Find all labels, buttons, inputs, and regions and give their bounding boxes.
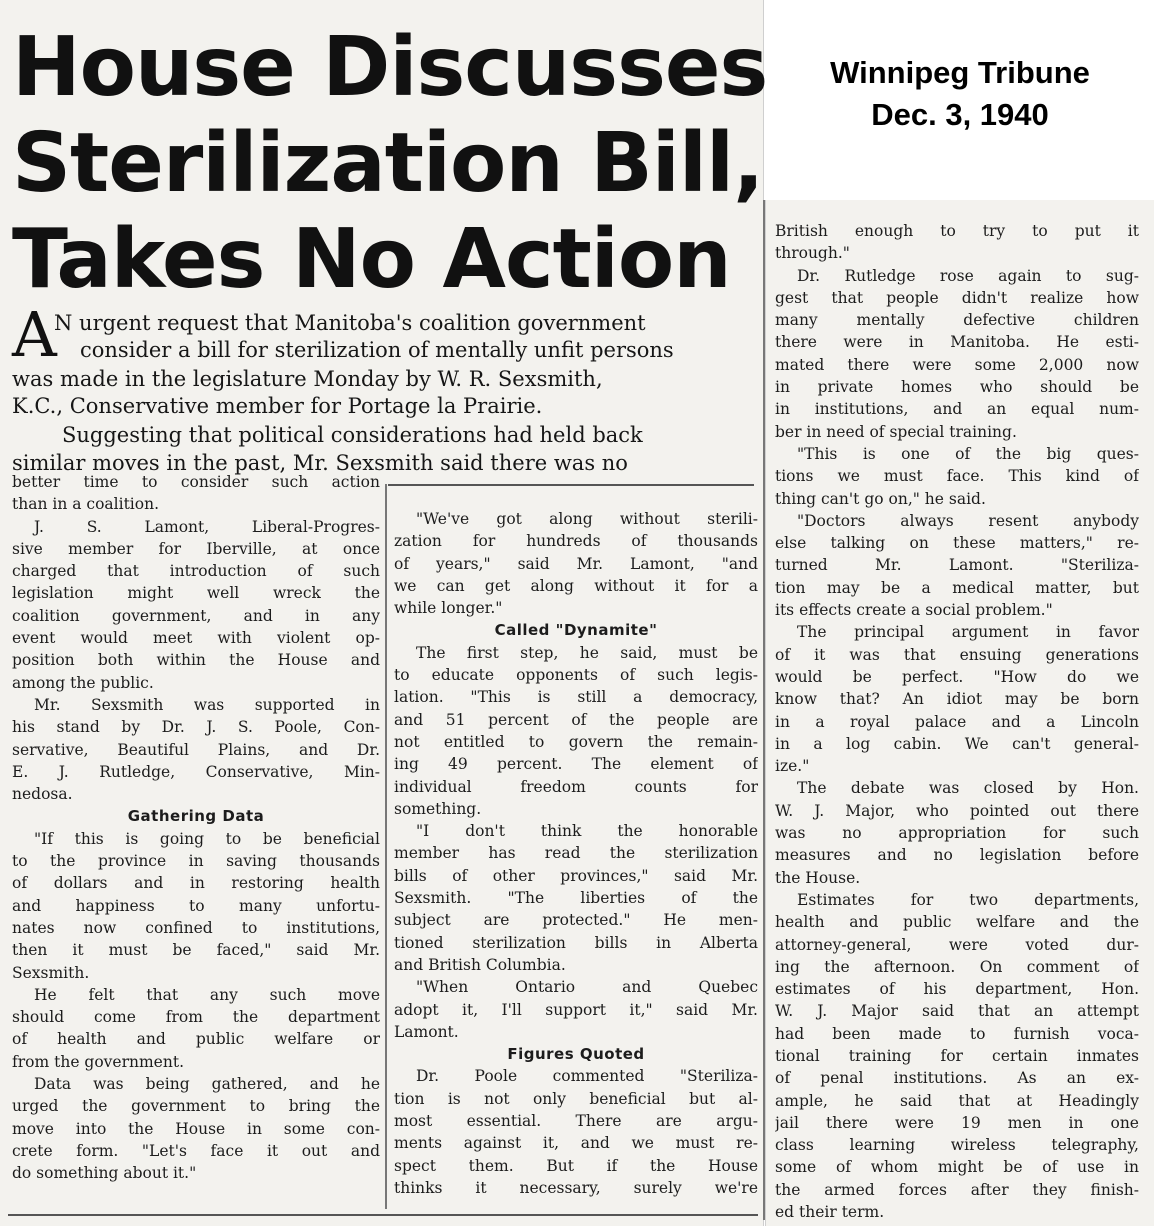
article-line: The debate was closed by Hon.: [797, 779, 1139, 798]
article-line: ize.": [775, 757, 810, 776]
subheading: Figures Quoted: [507, 1045, 645, 1064]
article-line: in a royal palace and a Lincoln: [775, 712, 1139, 731]
article-line: mated there were some 2,000 now: [775, 355, 1139, 374]
article-line: and happiness to many unfortu-: [12, 896, 380, 915]
article-line: Mr. Sexsmith was supported in: [34, 695, 380, 714]
article-line: had been made to furnish voca-: [775, 1024, 1139, 1043]
article-line: some of whom might be of use in: [775, 1158, 1139, 1177]
masthead: [780, 52, 1140, 136]
article-line: "This is one of the big ques-: [797, 444, 1139, 463]
article-line: ed their term.: [775, 1203, 885, 1222]
article-line: from the government.: [12, 1052, 184, 1071]
article-line: The first step, he said, must be: [416, 643, 758, 662]
headline: [12, 20, 768, 308]
lead-line: similar moves in the past, Mr. Sexsmith said there was no: [12, 451, 628, 475]
article-line: of dollars and in restoring health: [12, 874, 380, 893]
article-line: class learning wireless telegraphy,: [775, 1136, 1139, 1155]
article-line: to the province in saving thousands: [12, 852, 380, 871]
lead-line: N urgent request that Manitoba's coalition government: [54, 311, 646, 335]
publication-date: Dec. 3, 1940: [871, 97, 1049, 132]
article-line: Data was being gathered, and he: [34, 1075, 380, 1094]
article-line: through.": [775, 244, 850, 263]
article-line: subject are protected." He men-: [394, 911, 758, 930]
article-line: member has read the sterilization: [394, 844, 758, 863]
article-line: Sexsmith.: [12, 963, 90, 982]
article-line: Sexsmith. "The liberties of the: [394, 889, 758, 908]
article-line: there were in Manitoba. He esti-: [775, 333, 1139, 352]
article-line: than in a coalition.: [12, 495, 159, 514]
article-line: ing the afternoon. On comment of: [775, 957, 1139, 976]
article-line: the House.: [775, 868, 861, 887]
article-line: tioned sterilization bills in Alberta: [394, 933, 758, 952]
lead-line: Suggesting that political considerations had held back: [62, 423, 643, 447]
article-line: its effects create a social problem.": [775, 601, 1053, 620]
article-line: we can get along without it for a: [394, 576, 758, 595]
article-line: health and public welfare and the: [775, 913, 1139, 932]
article-line: tion may be a medical matter, but: [775, 578, 1139, 597]
article-line: while longer.": [394, 599, 503, 618]
article-line: the armed forces after they finish-: [775, 1180, 1139, 1199]
article-line: event would meet with violent op-: [12, 629, 380, 648]
article-line: of penal institutions. As an ex-: [775, 1069, 1139, 1088]
article-line: servative, Beautiful Plains, and Dr.: [12, 740, 380, 759]
article-line: J. S. Lamont, Liberal-Progres-: [34, 517, 380, 536]
article-line: E. J. Rutledge, Conservative, Min-: [12, 762, 380, 781]
article-line: estimates of his department, Hon.: [775, 980, 1139, 999]
article-line: The principal argument in favor: [797, 623, 1139, 642]
article-line: "Doctors always resent anybody: [797, 511, 1139, 530]
article-line: should come from the department: [12, 1008, 380, 1027]
article-line: in institutions, and an equal num-: [775, 400, 1139, 419]
article-line: nedosa.: [12, 785, 73, 804]
article-line: lation. "This is still a democracy,: [394, 688, 758, 707]
article-line: ing 49 percent. The element of: [394, 755, 758, 774]
paper-name: Winnipeg Tribune: [830, 55, 1090, 90]
article-line: urged the government to bring the: [12, 1097, 380, 1116]
article-line: thing can't go on," he said.: [775, 489, 986, 508]
article-line: charged that introduction of such: [12, 562, 380, 581]
column-divider: [763, 200, 765, 1220]
article-line: better time to consider such action: [12, 473, 380, 491]
article-line: jail there were 19 men in one: [775, 1113, 1139, 1132]
article-line: of years," said Mr. Lamont, "and: [394, 554, 758, 573]
article-line: spect them. But if the House: [394, 1156, 758, 1175]
article-line: do something about it.": [12, 1164, 197, 1183]
article-line: "If this is going to be beneficial: [34, 829, 380, 848]
article-line: Dr. Poole commented "Steriliza-: [416, 1067, 758, 1086]
article-line: in private homes who should be: [775, 378, 1139, 397]
article-line: then it must be faced," said Mr.: [12, 941, 380, 960]
column-divider: [385, 484, 387, 1209]
article-line: not entitled to govern the remain-: [394, 732, 758, 751]
article-line: zation for hundreds of thousands: [394, 532, 758, 551]
article-line: many mentally defective children: [775, 311, 1139, 330]
headline-line: House Discusses: [12, 20, 768, 115]
lead-line: K.C., Conservative member for Portage la Prairie.: [12, 394, 543, 418]
article-line: Estimates for two departments,: [797, 890, 1139, 909]
article-line: his stand by Dr. J. S. Poole, Con-: [12, 718, 380, 737]
article-line: legislation might well wreck the: [12, 584, 380, 603]
article-line: and British Columbia.: [394, 955, 566, 974]
article-line: sive member for Iberville, at once: [12, 539, 380, 558]
article-line: move into the House in some con-: [12, 1119, 380, 1138]
article-line: attorney-general, were voted dur-: [775, 935, 1139, 954]
article-line: ments against it, and we must re-: [394, 1134, 758, 1153]
article-line: He felt that any such move: [34, 985, 380, 1004]
subheading: Gathering Data: [127, 807, 265, 826]
article-line: ample, he said that at Headingly: [775, 1091, 1139, 1110]
article-line: bills of other provinces," said Mr.: [394, 866, 758, 885]
article-line: nates now confined to institutions,: [12, 918, 380, 937]
article-line: something.: [394, 799, 482, 818]
article-line: ber in need of special training.: [775, 422, 1017, 441]
article-line: of it was that ensuing generations: [775, 645, 1139, 664]
article-line: among the public.: [12, 673, 154, 692]
article-line: most essential. There are argu-: [394, 1112, 758, 1131]
article-line: and 51 percent of the people are: [394, 710, 758, 729]
article-line: tions we must face. This kind of: [775, 467, 1139, 486]
article-line: of health and public welfare or: [12, 1030, 380, 1049]
headline-line: Sterilization Bill,: [12, 116, 764, 211]
article-line: position both within the House and: [12, 651, 380, 670]
bottom-rule: [8, 1214, 758, 1216]
article-line: else talking on these matters," re-: [775, 534, 1139, 553]
article-line: tional training for certain inmates: [775, 1046, 1139, 1065]
article-line: gest that people didn't realize how: [775, 288, 1139, 307]
article-line: coalition government, and in any: [12, 606, 380, 625]
article-line: measures and no legislation before: [775, 846, 1139, 865]
article-line: "When Ontario and Quebec: [416, 978, 758, 997]
article-line: in a log cabin. We can't general-: [775, 734, 1139, 753]
article-line: would be perfect. "How do we: [775, 667, 1139, 686]
article-line: "I don't think the honorable: [416, 822, 758, 841]
article-line: know that? An idiot may be born: [775, 690, 1139, 709]
article-column-1: [12, 471, 380, 1185]
article-column-3: [775, 220, 1139, 1223]
lead-line: was made in the legislature Monday by W. R. Sexsmith,: [12, 367, 603, 391]
article-line: tion is not only beneficial but al-: [394, 1089, 758, 1108]
article-line: adopt it, I'll support it," said Mr.: [394, 1000, 758, 1019]
article-line: British enough to try to put it: [775, 222, 1139, 240]
article-line: individual freedom counts for: [394, 777, 758, 796]
article-column-2: [394, 508, 758, 1199]
article-line: W. J. Major said that an attempt: [775, 1002, 1139, 1021]
column-rule: [388, 484, 754, 486]
article-line: W. J. Major, who pointed out there: [775, 801, 1139, 820]
drop-cap: A: [12, 298, 57, 371]
article-line: turned Mr. Lamont. "Steriliza-: [775, 556, 1139, 575]
article-line: was no appropriation for such: [775, 824, 1139, 843]
article-line: to educate opponents of such legis-: [394, 666, 758, 685]
article-line: Lamont.: [394, 1022, 459, 1041]
article-line: thinks it necessary, surely we're: [394, 1178, 758, 1197]
subheading: Called "Dynamite": [494, 621, 658, 640]
headline-line: Takes No Action: [12, 212, 731, 307]
article-line: crete form. "Let's face it out and: [12, 1141, 380, 1160]
article-line: Dr. Rutledge rose again to sug-: [797, 266, 1139, 285]
lead-line: consider a bill for sterilization of mentally unfit persons: [80, 338, 674, 362]
article-line: "We've got along without sterili-: [416, 510, 758, 528]
